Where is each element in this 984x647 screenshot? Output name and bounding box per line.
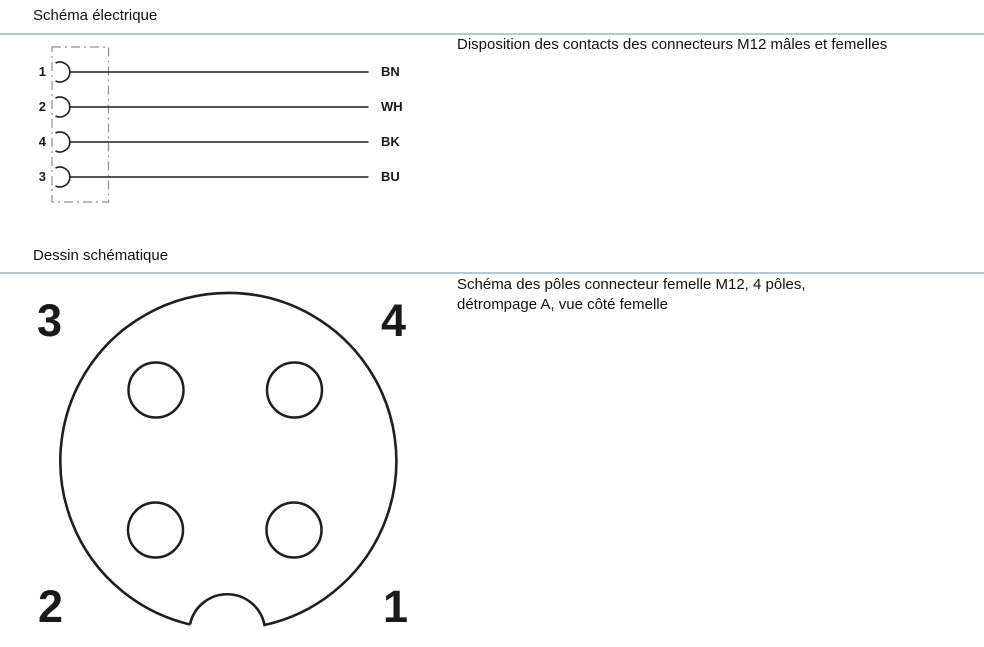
schematic-drawing-heading: Dessin schématique <box>33 247 169 264</box>
connector-body-outline <box>60 293 396 625</box>
pole-label-top-right: 4 <box>381 295 407 346</box>
electrical-schematic-caption: Disposition des contacts des connecteurs M12 mâles et femelles <box>457 36 888 53</box>
wire-color-code: BK <box>381 134 400 149</box>
electrical-schematic-heading: Schéma électrique <box>33 7 158 24</box>
pin-number-label: 2 <box>38 99 46 114</box>
schematic-drawing-caption <box>457 275 982 315</box>
socket-contact-arc-pin3 <box>56 167 70 187</box>
socket-contact-arc-pin2 <box>56 97 70 117</box>
pole-label-top-left: 3 <box>37 295 63 346</box>
connector-housing-dashed-outline <box>52 47 109 202</box>
caption-line-1: Schéma des pôles connecteur femelle M12, 4 pôles, <box>457 276 806 293</box>
wire-color-code: BU <box>381 169 400 184</box>
pin-number-label: 4 <box>38 134 46 149</box>
wiring-diagram <box>30 40 420 210</box>
wire-color-code: WH <box>381 99 403 114</box>
pole-label-bottom-left: 2 <box>38 581 64 632</box>
caption-line-2: détrompage A, vue côté femelle <box>457 296 668 313</box>
wire-color-code: BN <box>381 64 400 79</box>
pin-number-label: 1 <box>38 64 46 79</box>
socket-contact-arc-pin1 <box>56 62 70 82</box>
socket-contact-arc-pin4 <box>56 132 70 152</box>
pin-number-label: 3 <box>38 169 46 184</box>
section-divider-bottom <box>0 272 984 274</box>
connector-face-drawing <box>40 283 420 645</box>
pole-label-bottom-right: 1 <box>383 581 409 632</box>
